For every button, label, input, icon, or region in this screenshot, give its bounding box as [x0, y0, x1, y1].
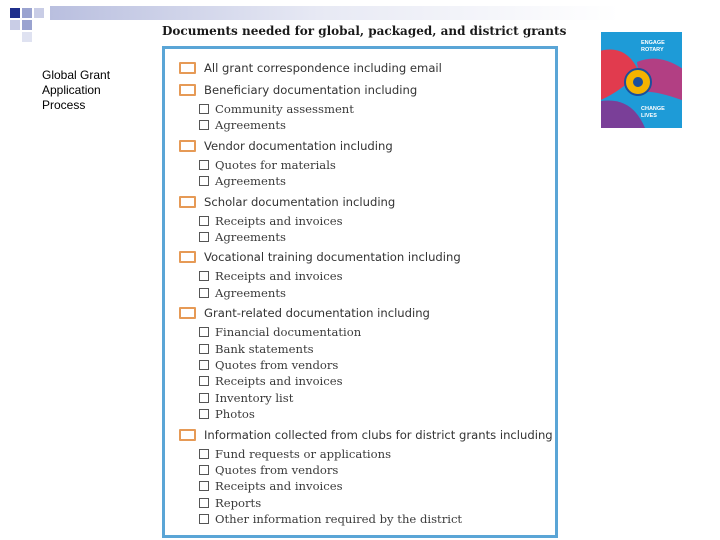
checklist-subitem — [199, 496, 261, 510]
checklist-subitem — [199, 102, 354, 116]
checklist-item-label: All grant correspondence including email — [204, 61, 442, 75]
decor-square — [22, 32, 32, 42]
checkbox-icon — [179, 84, 196, 96]
checkbox-icon — [199, 271, 209, 281]
slide-side-title — [42, 68, 152, 113]
checklist-item-label: Vendor documentation including — [204, 138, 393, 153]
decor-square — [10, 8, 20, 18]
checklist-item-label: Beneficiary documentation including — [204, 83, 418, 97]
checklist-subitem-label: Community assessment — [215, 102, 354, 116]
checklist-subitem-label: Other information required by the district — [215, 512, 463, 527]
checkbox-icon — [179, 62, 196, 74]
checkbox-icon — [199, 327, 209, 337]
checklist-subitem — [199, 479, 343, 493]
checkbox-icon — [199, 393, 209, 403]
checklist-subitem-label: Agreements — [215, 174, 286, 189]
checkbox-icon — [199, 514, 209, 524]
checklist-subitem-label: Photos — [215, 407, 255, 422]
checkbox-icon — [199, 232, 209, 242]
checklist-subitem-label: Receipts and invoices — [215, 479, 343, 494]
checkbox-icon — [199, 376, 209, 386]
checklist-subitem — [199, 512, 462, 526]
checklist-subitem-label: Agreements — [215, 118, 286, 133]
checklist-subitem-label: Receipts and invoices — [215, 213, 343, 228]
checklist-subitem-label: Fund requests or applications — [215, 446, 392, 461]
checklist-subitem — [199, 158, 336, 172]
checklist-item-main — [179, 139, 393, 153]
logo-bottom-line: LIVES — [641, 112, 657, 119]
checklist-subitem — [199, 230, 286, 244]
checkbox-icon — [199, 344, 209, 354]
checkbox-icon — [179, 429, 196, 441]
checklist-item-label: Information collected from clubs for district grants including — [204, 427, 553, 442]
checklist-subitem-label: Quotes from vendors — [215, 463, 339, 477]
checklist-item-main — [179, 195, 395, 209]
checklist-subitem-label: Receipts and invoices — [215, 269, 343, 284]
checklist-subitem-label: Agreements — [215, 230, 286, 244]
checklist-item-main — [179, 83, 417, 97]
checklist-item-main — [179, 428, 553, 442]
decor-square — [34, 8, 44, 18]
checklist-subitem — [199, 214, 343, 228]
checklist-subitem — [199, 174, 286, 188]
checklist-subitem-label: Financial documentation — [215, 325, 362, 340]
checklist-subitem — [199, 391, 293, 405]
checkbox-icon — [199, 465, 209, 475]
checklist-subitem-label: Quotes for materials — [215, 157, 336, 172]
checklist-subitem — [199, 269, 343, 283]
checkbox-icon — [199, 160, 209, 170]
decor-square — [22, 8, 32, 18]
decor-square — [10, 20, 20, 30]
checkbox-icon — [179, 196, 196, 208]
checkbox-icon — [199, 216, 209, 226]
logo-top-text — [641, 40, 677, 53]
checklist-subitem — [199, 342, 314, 356]
side-title-line: Global Grant — [42, 68, 111, 82]
checklist-subitem-label: Bank statements — [215, 341, 314, 356]
checkbox-icon — [199, 120, 209, 130]
checkbox-icon — [199, 449, 209, 459]
checklist-subitem-label: Agreements — [215, 285, 286, 300]
checklist-item-main — [179, 61, 442, 75]
logo-bottom-text — [641, 106, 677, 119]
checklist-item-main — [179, 250, 461, 264]
logo-bottom-line: CHANGE — [641, 106, 665, 112]
checklist-subitem — [199, 118, 286, 132]
checkbox-icon — [199, 176, 209, 186]
checkbox-icon — [199, 360, 209, 370]
document-title: Documents needed for global, packaged, and district grants — [162, 24, 567, 38]
checklist-subitem — [199, 286, 286, 300]
checkbox-icon — [179, 140, 196, 152]
checklist-item-main — [179, 306, 430, 320]
logo-top-line: ROTARY — [641, 46, 664, 53]
side-title-line: Application — [42, 83, 101, 97]
checklist-subitem — [199, 325, 361, 339]
decor-gradient-band — [50, 6, 720, 20]
checkbox-icon — [199, 409, 209, 419]
side-title-line: Process — [42, 98, 86, 112]
checklist-subitem — [199, 463, 338, 477]
decor-square — [22, 20, 32, 30]
logo-top-line: ENGAGE — [641, 40, 665, 46]
checklist-subitem — [199, 407, 255, 421]
checklist-item-label: Vocational training documentation including — [204, 250, 461, 265]
checklist-subitem-label: Inventory list — [215, 390, 294, 405]
checkbox-icon — [199, 104, 209, 114]
checklist-subitem — [199, 374, 343, 388]
rotary-logo — [601, 32, 682, 128]
checkbox-icon — [199, 288, 209, 298]
checklist-subitem-label: Reports — [215, 495, 262, 510]
checklist-item-label: Scholar documentation including — [204, 194, 396, 209]
checklist-panel — [162, 46, 558, 538]
checklist-subitem-label: Receipts and invoices — [215, 374, 343, 389]
checkbox-icon — [199, 498, 209, 508]
checklist-subitem — [199, 358, 338, 372]
checkbox-icon — [179, 307, 196, 319]
checkbox-icon — [179, 251, 196, 263]
checkbox-icon — [199, 481, 209, 491]
checklist-item-label: Grant-related documentation including — [204, 306, 430, 321]
checklist-subitem-label: Quotes from vendors — [215, 358, 339, 372]
checklist-subitem — [199, 447, 391, 461]
